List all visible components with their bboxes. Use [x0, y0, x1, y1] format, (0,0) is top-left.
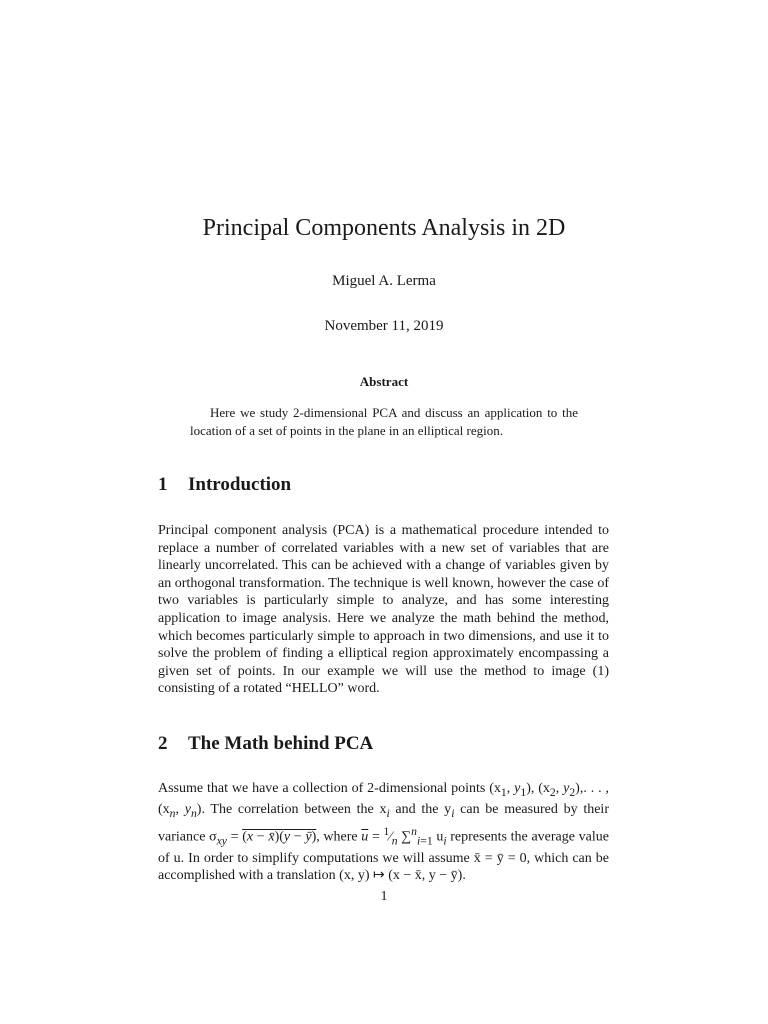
publication-date: November 11, 2019: [324, 318, 444, 334]
mean-symbol: $\overline{u}$: [361, 829, 369, 845]
section-heading-math-behind-pca: [158, 733, 373, 755]
text-fragment: =: [368, 829, 384, 845]
math-paragraph: Assume that we have a collection of 2-dimensional points ($x_1$, $y_1$), ($x_2$, $y_2$),. . . , ($x_n$, $y_n$). The correlation between the $x_i$ and the $y_i$ can be measured by their variance $\sigma_{xy} = (x$ − x̄)(y − ȳ), where $\overline{u}$ = $^1⁄_n$ ∑$^n_{i=1}$ $u_i$ represents the average value of u. In order to simplify computations we will assume x̄ = ȳ = 0, which can be accomplished with a translation (x, y) ↦ (x − x̄, y − ȳ).: [158, 781, 609, 884]
text-fragment: and the y: [389, 802, 452, 818]
paper-title: Principal Components Analysis in 2D: [202, 215, 566, 241]
text-fragment: u: [432, 829, 444, 845]
text-fragment: , where: [316, 829, 362, 845]
text-fragment: ). The correlation between the x: [196, 802, 387, 818]
section-number: 1: [158, 474, 168, 495]
text-fragment: Assume that we have a collection of 2-dimensional points (x: [158, 781, 501, 796]
section-number: 2: [158, 733, 168, 754]
abstract-heading: Abstract: [359, 374, 409, 389]
section-title: Introduction: [188, 474, 292, 495]
introduction-paragraph: Principal component analysis (PCA) is a mathematical procedure intended to replace a number of correlated variables with a new set of variables that are linearly uncorrelated. This can be achieved with a change of variables given by an orthogonal transformation. The technique is well known, however the case of two variables is particularly simple to analyze, and has some interesting application to image analysis. Here we analyze the math behind the method, which becomes particularly simple to approach in two dimensions, and use it to solve the problem of finding a elliptical region approximately encompassing a given set of points. In our example we will use the method to image (1) consisting of a rotated “HELLO” word.: [158, 523, 609, 697]
text-fragment: ), (x: [526, 781, 550, 796]
text-fragment: represents the average value of u. In order to simplify computations we will assume x̄ = ȳ = 0, which can be accomplished with a translation (x, y) ↦ (x − x̄, y − ȳ).: [158, 829, 609, 884]
page-number: 1: [380, 889, 388, 904]
section-heading-introduction: [158, 474, 291, 496]
text-fragment: can be measured by their variance σ: [158, 802, 609, 845]
text-fragment: =: [226, 829, 243, 845]
text-fragment: ),. . . , (x: [158, 781, 609, 818]
covariance-expression: (x − x̄)(y − ȳ): [242, 829, 317, 845]
abstract-text: Here we study 2-dimensional PCA and discuss an application to the location of a set of points in the plane in an elliptical region.: [190, 405, 578, 438]
author-name: Miguel A. Lerma: [332, 273, 436, 289]
section-title: The Math behind PCA: [188, 733, 374, 754]
